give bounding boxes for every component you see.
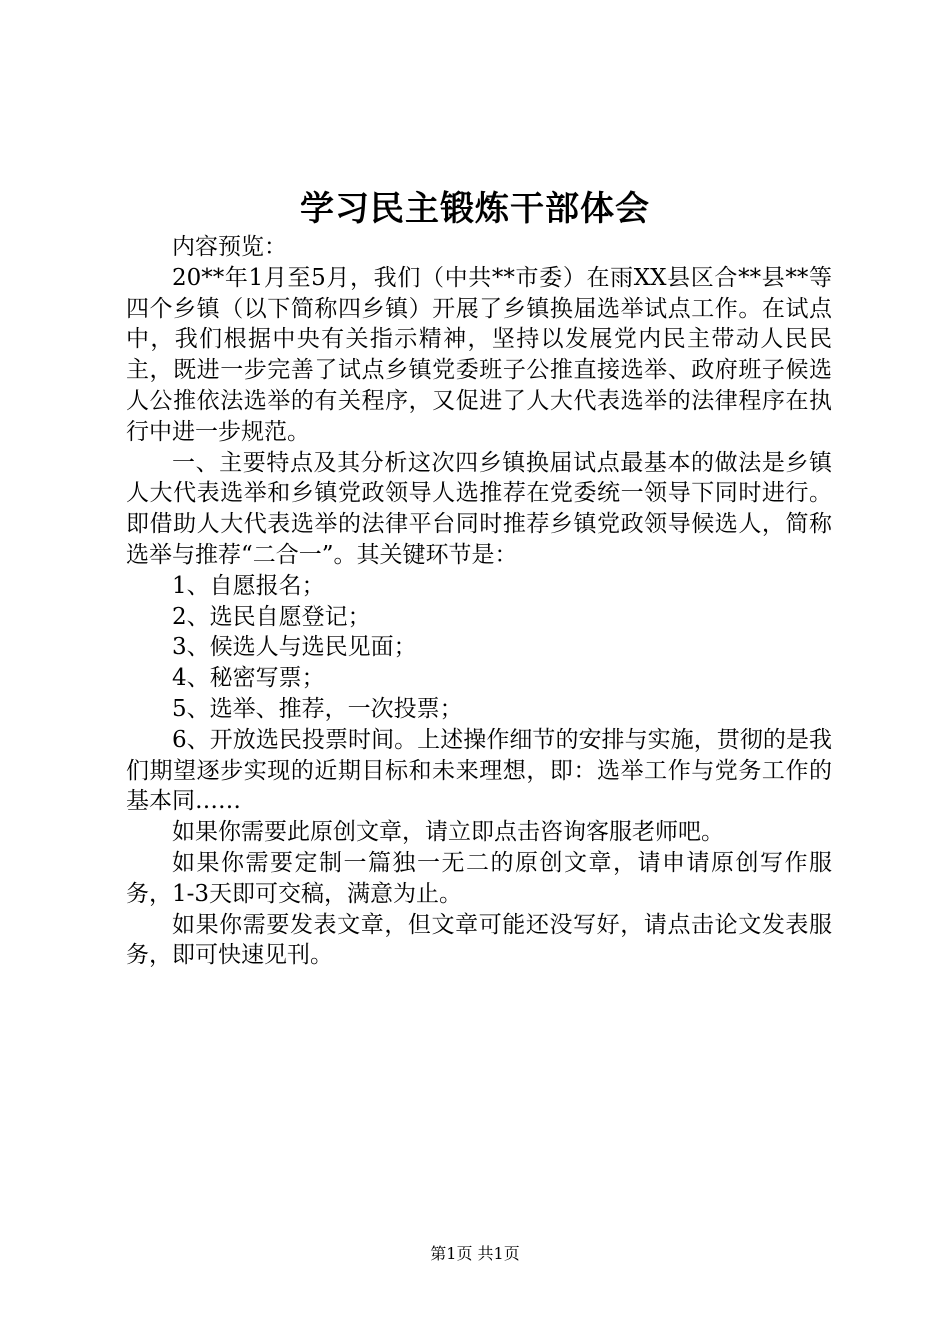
list-item: 6、开放选民投票时间。上述操作细节的安排与实施，贯彻的是我们期望逐步实现的近期目标和未来理想，即：选举工作与党务工作的基本同…… (126, 726, 832, 815)
page-footer: 第1页 共1页 (430, 1244, 520, 1263)
preview-label: 内容预览： (172, 234, 287, 260)
promo-paragraph: 如果你需要此原创文章，请立即点击咨询客服老师吧。 (172, 819, 724, 846)
list-item: 5、选举、推荐，一次投票； (172, 695, 463, 722)
promo-paragraph: 如果你需要定制一篇独一无二的原创文章，请申请原创写作服务，1-3天即可交稿，满意为止。 (126, 849, 832, 907)
document-title: 学习民主锻炼干部体会 (300, 189, 650, 229)
list-item: 1、自愿报名； (172, 572, 325, 599)
promo-paragraph: 如果你需要发表文章，但文章可能还没写好，请点击论文发表服务，即可快速见刊。 (126, 911, 832, 969)
list-item: 2、选民自愿登记； (172, 603, 371, 630)
document-body (126, 232, 832, 971)
list-item: 3、候选人与选民见面； (172, 634, 417, 661)
paragraph-intro: 20**年1月至5月，我们（中共**市委）在雨XX县区合**县**等四个乡镇（以下简称四乡镇）开展了乡镇换届选举试点工作。在试点中，我们根据中央有关指示精神，坚持以发展党内民主带动人民民主，既进一步完善了试点乡镇党委班子公推直接选举、政府班子候选人公推依法选举的有关程序，又促进了人大代表选举的法律程序在执行中进一步规范。 (126, 264, 832, 445)
list-item: 4、秘密写票； (172, 665, 325, 692)
paragraph-section-one: 一、主要特点及其分析这次四乡镇换届试点最基本的做法是乡镇人大代表选举和乡镇党政领导人选推荐在党委统一领导下同时进行。即借助人大代表选举的法律平台同时推荐乡镇党政领导候选人，简称选举与推荐“二合一”。其关键环节是： (126, 449, 832, 568)
